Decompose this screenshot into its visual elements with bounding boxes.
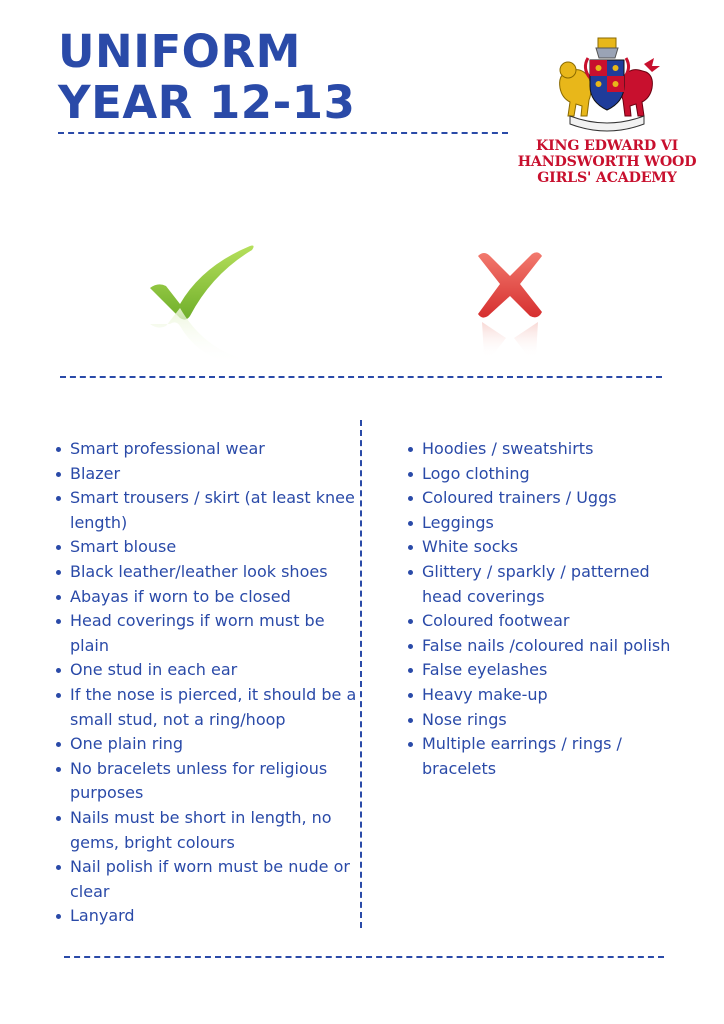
list-item: Head coverings if worn must be plain — [70, 609, 360, 658]
list-item: Smart professional wear — [70, 437, 360, 462]
list-item: Abayas if worn to be closed — [70, 585, 360, 610]
footer-divider — [64, 956, 664, 958]
list-item: Leggings — [422, 511, 682, 536]
list-item: One stud in each ear — [70, 658, 360, 683]
column-divider — [360, 420, 362, 928]
list-item: Blazer — [70, 462, 360, 487]
title-divider — [58, 132, 508, 134]
school-name — [505, 138, 709, 186]
title-line-1: UNIFORM — [58, 25, 301, 78]
allowed-items-list — [70, 437, 360, 929]
school-name-line-3: GIRLS' ACADEMY — [537, 170, 677, 186]
cross-icon — [468, 246, 552, 370]
list-item: Logo clothing — [422, 462, 682, 487]
list-item: False nails /coloured nail polish — [422, 634, 682, 659]
list-item: One plain ring — [70, 732, 360, 757]
icons-divider — [60, 376, 662, 378]
list-item: White socks — [422, 535, 682, 560]
list-item: Black leather/leather look shoes — [70, 560, 360, 585]
list-item: No bracelets unless for religious purposes — [70, 757, 360, 806]
list-item: Coloured trainers / Uggs — [422, 486, 682, 511]
list-item: Smart trousers / skirt (at least knee length) — [70, 486, 360, 535]
list-item: Heavy make-up — [422, 683, 682, 708]
list-item: Smart blouse — [70, 535, 360, 560]
list-item: Nails must be short in length, no gems, bright colours — [70, 806, 360, 855]
list-item: Glittery / sparkly / patterned head coverings — [422, 560, 682, 609]
school-crest-logo — [548, 32, 666, 132]
school-name-line-2: HANDSWORTH WOOD — [517, 154, 697, 170]
not-allowed-items-list — [422, 437, 682, 781]
title-line-2: YEAR 12-13 — [58, 76, 356, 129]
checkmark-icon — [140, 236, 260, 366]
page-title — [58, 26, 355, 128]
list-item: False eyelashes — [422, 658, 682, 683]
school-name-line-1: KING EDWARD VI — [535, 138, 679, 154]
list-item: Lanyard — [70, 904, 360, 929]
list-item: Nail polish if worn must be nude or clear — [70, 855, 360, 904]
list-item: Hoodies / sweatshirts — [422, 437, 682, 462]
list-item: Coloured footwear — [422, 609, 682, 634]
list-item: If the nose is pierced, it should be a small stud, not a ring/hoop — [70, 683, 360, 732]
list-item: Nose rings — [422, 708, 682, 733]
list-item: Multiple earrings / rings / bracelets — [422, 732, 682, 781]
